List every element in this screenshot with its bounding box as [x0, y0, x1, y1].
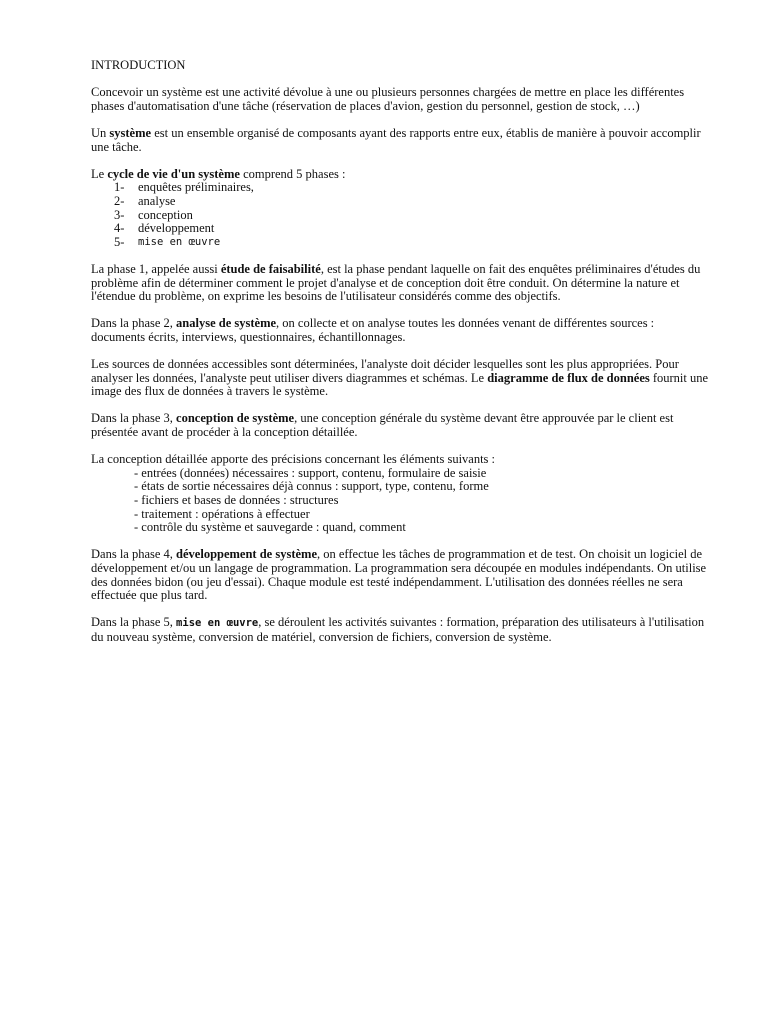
list-item: [91, 181, 711, 195]
list-item: [91, 236, 711, 250]
term-etude-faisabilite: étude de faisabilité: [220, 261, 321, 276]
paragraph-cycle-de-vie: [91, 168, 711, 182]
term-conception-systeme: conception de système: [176, 411, 295, 426]
paragraph-systeme-definition: [91, 127, 711, 154]
list-item-number: 1-: [114, 180, 125, 195]
phases-list: [91, 181, 711, 249]
list-item-label: enquêtes préliminaires,: [138, 180, 254, 195]
text-run: , se déroulent les activités suivantes : formation, préparation des utilisateurs à l'utilisation du nouveau système, conversion de matériel, conversion de fichiers, conversion de système.: [91, 615, 705, 644]
text-run: Les sources de données accessibles sont déterminées, l'analyste doit décider lesquelles sont les plus appropriées. Pour analyser les données, l'analyste peut utiliser divers diagrammes et schémas. Le: [91, 357, 679, 385]
paragraph-phase-1: [91, 263, 711, 304]
text-run: , est la phase pendant laquelle on fait des enquêtes préliminaires d'études du problème afin de déterminer comment le projet d'analyse et de conception doit être conduit. On détermine la nature et l'étendue du problème, on exprime les besoins de l'utilisateur considérés comme des objectifs.: [91, 261, 701, 304]
list-item-number: 2-: [114, 193, 125, 208]
list-item: [91, 209, 711, 223]
text-run: Dans la phase 3,: [91, 411, 177, 426]
paragraph-phase-2: [91, 317, 711, 344]
list-item: - contrôle du système et sauvegarde : quand, comment: [134, 520, 406, 535]
text-run: , on effectue les tâches de programmation et de test. On choisit un logiciel de développement et/ou un langage de programmation. La programmation sera découpée en modules indépendants. On utilise des données bidon (ou jeu d'essai). Chaque module est testé indépendamment. L'utilisation des données réelles ne sera effectuée que plus tard.: [91, 547, 707, 603]
text-run: Dans la phase 5,: [91, 615, 177, 630]
text-run: Dans la phase 4,: [91, 547, 177, 562]
list-item: - entrées (données) nécessaires : support, contenu, formulaire de saisie: [134, 465, 487, 480]
heading-introduction: INTRODUCTION: [91, 58, 186, 72]
list-item: - fichiers et bases de données : structures: [134, 493, 339, 507]
text-run: Le: [91, 166, 108, 181]
list-item: [91, 195, 711, 209]
list-item-label: analyse: [138, 193, 176, 208]
list-item: [91, 222, 711, 236]
text-run: est un ensemble organisé de composants ayant des rapports entre eux, établis de manière à pouvoir accomplir une tâche.: [91, 125, 701, 154]
list-item: - états de sortie nécessaires déjà connus : support, type, contenu, forme: [134, 479, 489, 494]
text-run: fournit une image des flux de données à travers le système.: [91, 370, 709, 399]
list-item-label: développement: [138, 221, 215, 236]
text-run: comprend 5 phases :: [239, 166, 346, 181]
term-analyse-systeme: analyse de système: [176, 316, 277, 331]
list-item-label: mise en œuvre: [138, 235, 221, 248]
term-systeme: système: [109, 125, 152, 140]
elements-list: [91, 467, 711, 535]
paragraph-phase-5: [91, 616, 711, 644]
paragraph-phase-4: [91, 548, 711, 602]
paragraph-concevoir: Concevoir un système est une activité dévolue à une ou plusieurs personnes chargées de mettre en place les différentes phases d'automatisation d'une tâche (réservation de places d'avion, gestion du personnel, gestion de stock, …): [91, 85, 685, 113]
list-item-number: 4-: [114, 221, 125, 236]
document-body: [91, 59, 711, 658]
term-developpement-systeme: développement de système: [176, 547, 317, 562]
paragraph-phase-3: [91, 412, 711, 439]
list-item-number: 3-: [114, 207, 125, 222]
term-mise-en-oeuvre: mise en œuvre: [176, 617, 259, 630]
text-run: Un: [91, 125, 110, 140]
text-run: , une conception générale du système devant être approuvée par le client est présentée avant de procéder à la conception détaillée.: [91, 411, 674, 440]
text-run: Dans la phase 2,: [91, 316, 177, 331]
text-run: La phase 1, appelée aussi: [91, 261, 221, 276]
term-diagramme-flux: diagramme de flux de données: [487, 370, 650, 385]
paragraph-sources-donnees: [91, 358, 711, 399]
list-item: - traitement : opérations à effectuer: [134, 506, 310, 521]
text-run: , on collecte et on analyse toutes les données venant de différentes sources : documents écrits, interviews, questionnaires, échantillonnages.: [91, 316, 655, 344]
list-item-number: 5-: [114, 234, 125, 249]
paragraph-conception-detaillee: La conception détaillée apporte des précisions concernant les éléments suivants :: [91, 452, 496, 467]
term-cycle-de-vie: cycle de vie d'un système: [107, 166, 240, 181]
list-item-label: conception: [138, 207, 193, 222]
